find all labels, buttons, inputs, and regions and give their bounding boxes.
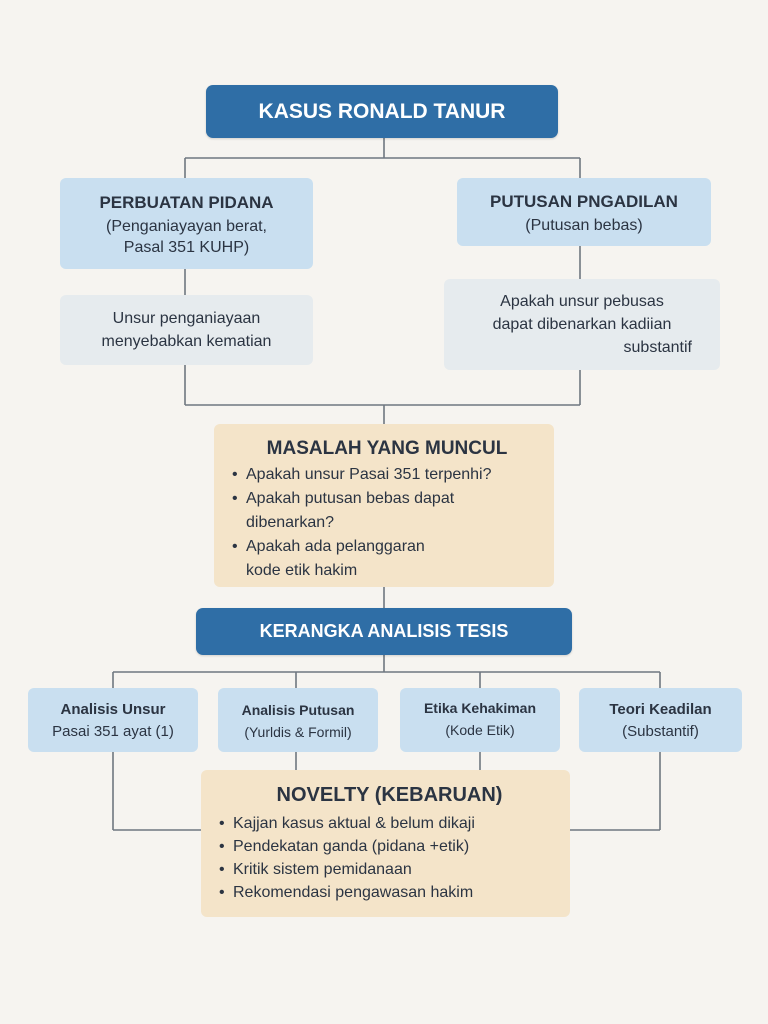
novelty-item: • Kajjan kasus aktual & belum dikaji — [217, 812, 562, 835]
teori-keadilan-box — [579, 688, 742, 752]
title-box — [206, 85, 558, 138]
kerangka-box — [196, 608, 572, 655]
analisis-putusan-box — [218, 688, 378, 752]
analysis-sub: (Substantif) — [622, 723, 699, 740]
pebusas-line3: substantif — [623, 339, 692, 356]
analysis-sub: (Kode Etik) — [445, 722, 515, 738]
etika-kehakiman-box — [400, 688, 560, 752]
masalah-item: • Apakah unsur Pasai 351 terpenhi? — [230, 463, 544, 487]
novelty-item: • Kritik sistem pemidanaan — [217, 858, 562, 881]
putusan-line1: (Putusan bebas) — [525, 217, 643, 234]
unsur-line1: Unsur penganiayaan — [112, 310, 261, 327]
novelty-item: • Rekomendasi pengawasan hakim — [217, 881, 562, 904]
kerangka-text: KERANGKA ANALISIS TESIS — [259, 621, 509, 641]
analisis-unsur-box — [28, 688, 198, 752]
novelty-item: • Pendekatan ganda (pidana +etik) — [217, 835, 562, 858]
analysis-heading: Etika Kehakiman — [423, 700, 537, 716]
putusan-pengadilan-box — [457, 178, 711, 246]
masalah-box — [214, 424, 554, 587]
title-text: KASUS RONALD TANUR — [258, 99, 506, 123]
masalah-item: • Apakah putusan bebas dapat dibenarkan? — [230, 487, 544, 535]
pebusas-box — [444, 279, 720, 370]
analysis-sub: Pasai 351 ayat (1) — [52, 723, 174, 740]
perbuatan-line2: Pasal 351 KUHP) — [123, 239, 250, 256]
novelty-list — [217, 812, 562, 904]
analysis-heading: Teori Keadilan — [609, 701, 712, 718]
analysis-sub: (Yurldis & Formil) — [244, 724, 352, 740]
novelty-box — [201, 770, 570, 917]
masalah-item: • Apakah ada pelanggaran kode etik hakim — [230, 535, 544, 583]
unsur-line2: menyebabkan kematian — [101, 333, 272, 350]
masalah-list — [230, 463, 544, 583]
novelty-heading: NOVELTY (KEBARUAN) — [276, 784, 503, 806]
perbuatan-pidana-box — [60, 178, 313, 269]
perbuatan-line1: (Penganiayayan berat, — [106, 218, 267, 235]
masalah-heading: MASALAH YANG MUNCUL — [266, 438, 508, 459]
analysis-heading: Analisis Putusan — [241, 702, 355, 718]
pebusas-line2: dapat dibenarkan kadiian — [492, 316, 672, 333]
pebusas-line1: Apakah unsur pebusas — [500, 293, 664, 310]
analysis-heading: Analisis Unsur — [60, 701, 166, 718]
unsur-box — [60, 295, 313, 365]
perbuatan-heading: PERBUATAN PIDANA — [99, 193, 274, 212]
putusan-heading: PUTUSAN PNGADILAN — [490, 192, 678, 211]
